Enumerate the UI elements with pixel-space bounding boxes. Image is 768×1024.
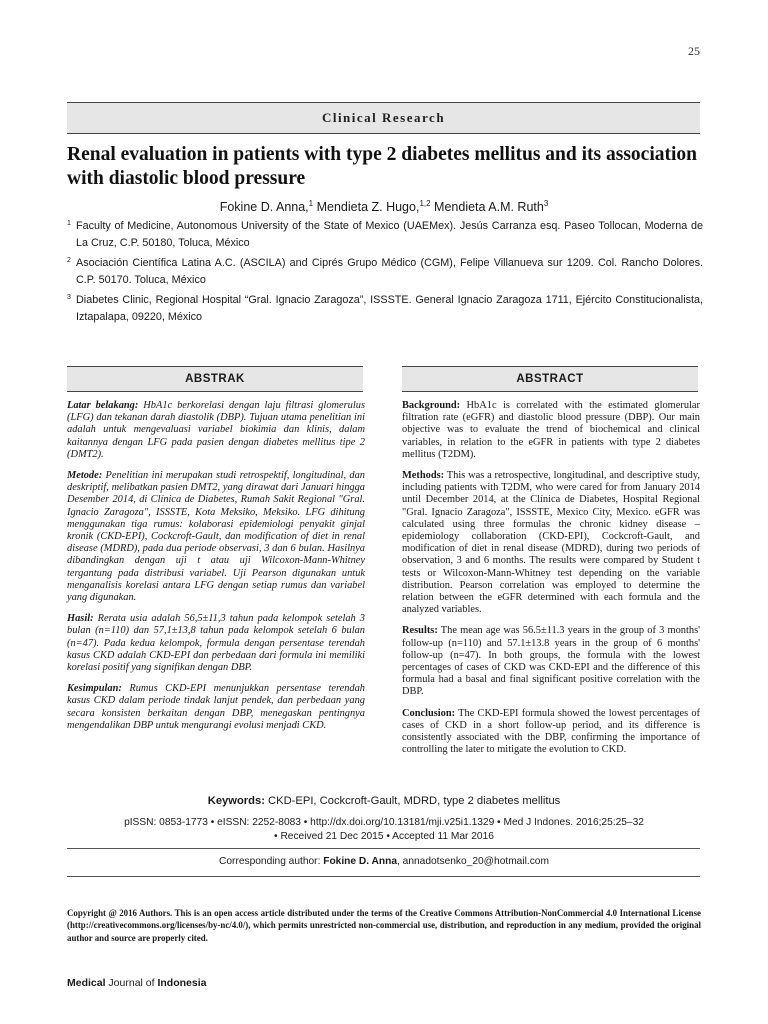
article-title: Renal evaluation in patients with type 2 diabetes mellitus and its association with diastolic blood pressure (67, 144, 698, 189)
publication-info (67, 816, 701, 844)
publication-dates: • Received 21 Dec 2015 • Accepted 11 Mar 2016 (274, 831, 494, 842)
page-number: 25 (688, 44, 700, 58)
affiliation-number: 1 (67, 220, 71, 227)
copyright-notice: Copyright @ 2016 Authors. This is an open access article distributed under the terms of the Creative Commons Attribution-NonCommercial 4.0 International License (http://creativecommons.org/licenses/by-nc/4.0/), which permits unrestricted non-commercial use, distribution, and reproduction in any medium, provided the original author and source are properly cited. (67, 908, 701, 943)
abstract-paragraph (402, 625, 700, 698)
divider (67, 848, 700, 849)
author-affiliation-marker: 3 (543, 199, 549, 208)
paragraph-label: Background: (402, 400, 461, 411)
author-affiliation-marker: 1 (308, 199, 314, 208)
paragraph-label: Latar belakang: (67, 400, 139, 411)
affiliation-list (67, 218, 703, 329)
affiliation-text: Diabetes Clinic, Regional Hospital “Gral. Ignacio Zaragoza”, ISSSTE. General Ignacio Zaragoza 1711, Ejército Constitucionalista, Iztapalapa, 09220, México (76, 294, 703, 323)
author-list (67, 199, 701, 214)
paragraph-text: HbA1c is correlated with the estimated glomerular filtration rate (eGFR) and diastolic blood pressure (DBP). Our main objective was to evaluate the trend of biochemical and clinical variables, in relation to the eGFR in patients with type 2 diabetes mellitus (T2DM). (402, 400, 700, 460)
abstrak-paragraph (67, 613, 365, 674)
author-name: Mendieta A.M. Ruth (434, 200, 544, 215)
abstract-body (402, 400, 700, 765)
corresponding-name: Fokine D. Anna (323, 856, 398, 867)
section-label: Clinical Research (67, 102, 700, 134)
author-affiliation-marker: 1,2 (419, 199, 431, 208)
abstrak-paragraph (67, 470, 365, 604)
affiliation-item (67, 218, 703, 251)
paragraph-label: Kesimpulan: (67, 683, 122, 695)
keywords-text: CKD-EPI, Cockcroft-Gault, MDRD, type 2 diabetes mellitus (264, 795, 561, 807)
footer-journal-part: Journal of (105, 977, 158, 989)
affiliation-number: 2 (67, 257, 71, 264)
footer-journal-part: Medical (67, 977, 106, 989)
abstrak-heading: ABSTRAK (67, 366, 363, 392)
paragraph-label: Metode: (67, 470, 103, 482)
paragraph-label: Results: (402, 625, 438, 637)
abstrak-paragraph (67, 683, 365, 732)
affiliation-text: Asociación Científica Latina A.C. (ASCILA) and Ciprés Grupo Médico (CGM), Felipe Villanueva sur 1209. Col. Rancho Dolores. C.P. 50170. Toluca, México (76, 257, 703, 286)
affiliation-item (67, 292, 703, 325)
paragraph-text: The mean age was 56.5±11.3 years in the group of 3 months' follow-up (n=110) and 57.1±13.8 years in the group of 6 months' follow-up (n=47). In both groups, the formula with the lowest percentages of cases of CKD was CKD-EPI and the difference of this formula had a basal and final significant positive correlation with the DBP. (402, 625, 700, 698)
affiliation-text: Faculty of Medicine, Autonomous University of the State of Mexico (UAEMex). Jesús Carranza esq. Paseo Tollocan, Moderna de La Cruz, C.P. 50180, Toluca, México (76, 220, 703, 249)
paragraph-text: This was a retrospective, longitudinal, and descriptive study, including patients with T2DM, who were cared for from January 2014 until December 2014, at the Clínica de Diabetes, Hospital Regional "Gral. Ignacio Zaragoza", ISSSTE, Mexico City, Mexico. eGFR was calculated using three formulas the chronic kidney disease – epidemiology collaboration (CKD-EPI), Cockcroft-Gault, and modification of diet in renal disease (MDRD), during two periods of observation, 3 and 6 months. The results were compared by Student t tests or Wilcoxon-Mann-Whitney test depending on the variable distribution. Pearson correlation was employed to determine the relation between the eGFR determined with each formula and the analyzed variables. (402, 470, 700, 616)
paragraph-text: The CKD-EPI formula showed the lowest percentages of cases of CKD in a short follow-up period, and its difference is consistently associated with the DBP, confirming the importance of controlling the later to mitigate the evolution to CKD. (402, 707, 700, 756)
abstract-heading: ABSTRACT (402, 366, 698, 392)
author-name: Mendieta Z. Hugo, (316, 200, 420, 215)
paragraph-label: Hasil: (67, 613, 94, 625)
corresponding-author (67, 856, 701, 867)
abstract-paragraph (402, 400, 700, 461)
paragraph-text: Rerata usia adalah 56,5±11,3 tahun pada kelompok setelah 3 bulan (n=110) dan 57,1±13,8 tahun pada kelompok setelah 6 bulan (n=47). Pada kedua kelompok, formula dengan persentase terendah kasus CKD adalah CKD-EPI dan perbedaan dari formula ini memiliki korelasi positif yang signifikan dengan DBP. (67, 613, 365, 674)
paragraph-label: Methods: (402, 470, 445, 482)
abstract-paragraph (402, 470, 700, 616)
footer-journal-part: Indonesia (157, 977, 207, 989)
keywords-label: Keywords: (207, 795, 265, 807)
affiliation-item (67, 255, 703, 288)
publication-identifiers: pISSN: 0853-1773 • eISSN: 2252-8083 • http://dx.doi.org/10.13181/mji.v25i1.1329 • Med J Indones. 2016;25:25–32 (124, 817, 644, 828)
corresponding-email[interactable]: , annadotsenko_20@hotmail.com (397, 856, 549, 867)
corresponding-label: Corresponding author: (219, 856, 324, 867)
abstrak-body (67, 400, 365, 741)
divider (67, 876, 700, 877)
paragraph-text: Rumus CKD-EPI menunjukkan persentase terendah kasus CKD dalam periode tindak lanjut pendek, dan perbedaan yang secara konsisten berkaitan dengan DBP, menegaskan pentingnya mengendalikan DBP untuk mengurangi evolusi menjadi CKD. (67, 683, 365, 731)
paragraph-text: Penelitian ini merupakan studi retrospektif, longitudinal, dan deskriptif, melibatkan pasien DMT2, yang dirawat dari Januari hingga Desember 2014, di Clínica de Diabetes, Rumah Sakit Regional "Gral. Ignacio Zaragoza", ISSSTE, Kota Meksiko, Meksiko. LFG dihitung menggunakan tiga rumus: kolaborasi epidemiologi penyakit ginjal kronik (CKD-EPI), Cockcroft-Gault, dan modification of diet in renal disease (MDRD), pada dua periode observasi, 3 dan 6 bulan. Hasilnya dibandingkan dengan uji t atau uji Wilcoxon-Mann-Whitney tergantung pada distribusi variabel. Uji Pearson digunakan untuk menganalisis korelasi antara LFG dengan setiap rumus dan variabel yang digunakan. (67, 470, 365, 604)
affiliation-number: 3 (67, 294, 71, 301)
abstrak-paragraph (67, 400, 365, 461)
author-name: Fokine D. Anna, (219, 200, 309, 215)
journal-footer (67, 977, 206, 989)
paragraph-label: Conclusion: (402, 707, 456, 719)
abstract-paragraph (402, 708, 700, 757)
keywords-line (67, 795, 701, 807)
paragraph-text: HbA1c berkorelasi dengan laju filtrasi glomerulus (LFG) dan tekanan darah diastolik (DBP). Tujuan utama penelitian ini adalah untuk mengevaluasi variabel biokimia dan klinis, dalam kaitannya dengan LFG pada pasien dengan diabetes mellitus tipe 2 (DMT2). (67, 400, 365, 460)
